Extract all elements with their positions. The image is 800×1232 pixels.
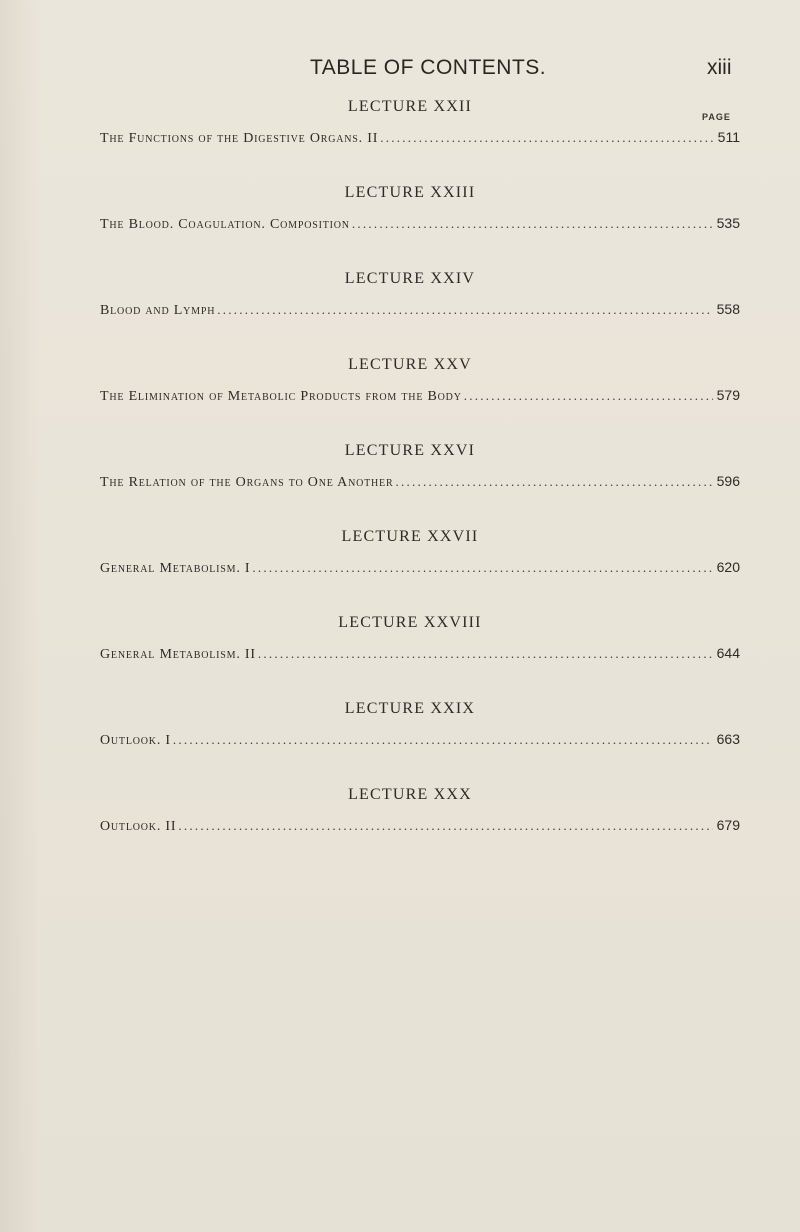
lecture-heading: LECTURE XXIII: [344, 184, 476, 201]
entry-title: The Functions of the Digestive Organs. II: [100, 131, 379, 146]
lecture-heading: LECTURE XXIX: [344, 700, 476, 717]
dot-leader: [252, 558, 712, 578]
entry-title: Outlook. I: [100, 733, 171, 748]
toc-entry: [100, 386, 740, 406]
entry-title: Outlook. II: [100, 819, 177, 834]
entry-title: General Metabolism. I: [100, 561, 251, 576]
lecture-heading: LECTURE XXVII: [341, 528, 479, 545]
dot-leader: [352, 214, 713, 234]
running-head: [0, 56, 800, 86]
page-column-label: PAGE: [702, 112, 731, 122]
dot-leader: [258, 644, 713, 664]
toc-section: [100, 354, 740, 406]
toc-section: [100, 440, 740, 492]
entry-page-number: 620: [716, 559, 740, 575]
toc-entry: [100, 644, 740, 664]
toc-section: [100, 698, 740, 750]
dot-leader: [217, 300, 712, 320]
toc-section: [100, 612, 740, 664]
entry-page-number: 558: [716, 301, 740, 317]
entry-title: General Metabolism. II: [100, 647, 256, 662]
lecture-heading: LECTURE XXII: [347, 98, 473, 115]
dot-leader: [464, 386, 713, 406]
entry-title: The Blood. Coagulation. Composition: [100, 217, 350, 232]
toc-section: [100, 268, 740, 320]
entry-page-number: 579: [716, 387, 740, 403]
toc-section: [100, 182, 740, 234]
entry-page-number: 679: [716, 817, 740, 833]
toc-entry: [100, 816, 740, 836]
entry-title: The Relation of the Organs to One Another: [100, 475, 394, 490]
lecture-heading: LECTURE XXVIII: [338, 614, 482, 631]
dot-leader: [395, 472, 712, 492]
toc-entry: [100, 214, 740, 234]
toc-section: [100, 96, 740, 148]
toc-entry: [100, 730, 740, 750]
entry-title: Blood and Lymph: [100, 303, 216, 318]
dot-leader: [380, 128, 713, 148]
entry-title: The Elimination of Metabolic Products from the Body: [100, 389, 462, 404]
toc-entry: [100, 558, 740, 578]
lecture-heading: LECTURE XXV: [348, 356, 472, 373]
toc-entry: [100, 472, 740, 492]
entry-page-number: 511: [717, 129, 740, 145]
dot-leader: [173, 730, 713, 750]
toc-section: [100, 526, 740, 578]
dot-leader: [178, 816, 712, 836]
page-number: xiii: [707, 56, 732, 79]
entry-page-number: 644: [716, 645, 740, 661]
entry-page-number: 535: [716, 215, 740, 231]
entry-page-number: 596: [716, 473, 740, 489]
lecture-heading: LECTURE XXIV: [344, 270, 476, 287]
lecture-heading: LECTURE XXX: [348, 786, 472, 803]
entry-page-number: 663: [716, 731, 740, 747]
toc-section: [100, 784, 740, 836]
toc-entry: [100, 128, 740, 148]
running-title: TABLE OF CONTENTS.: [310, 56, 547, 79]
lecture-heading: LECTURE XXVI: [344, 442, 476, 459]
toc-entry: [100, 300, 740, 320]
